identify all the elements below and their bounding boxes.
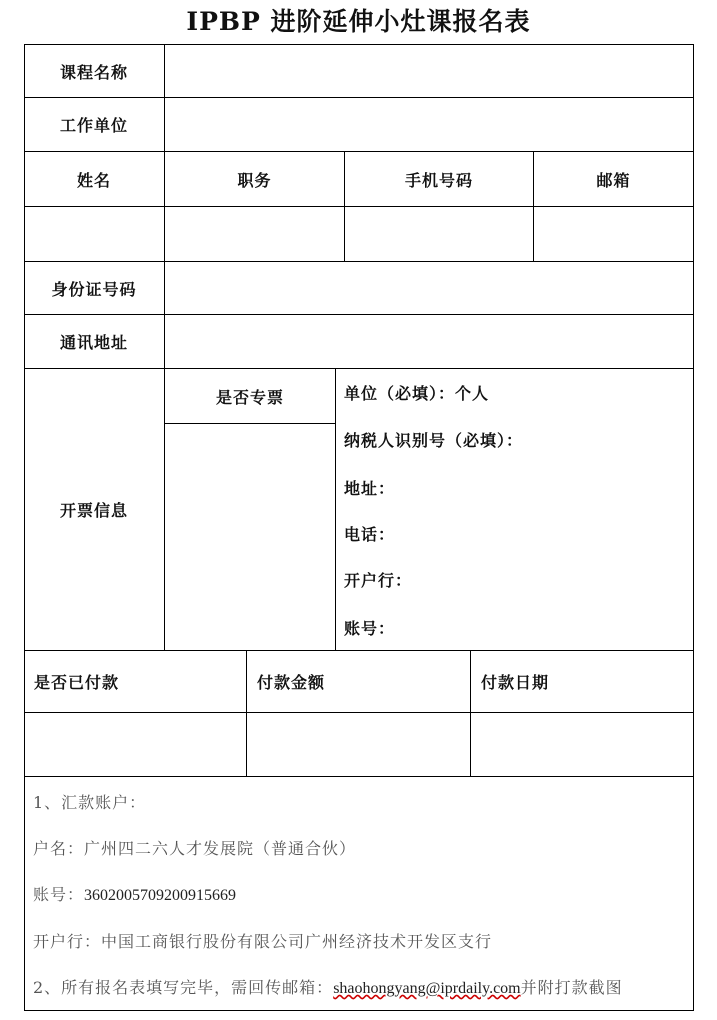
invoice-bank[interactable]: 开户行： xyxy=(344,571,413,590)
email-field[interactable] xyxy=(534,207,693,261)
invoice-info-label: 开票信息 xyxy=(59,501,128,520)
note-account-name: 户名：广州四二六人才发展院（普通合伙） xyxy=(33,839,357,858)
note-account-number xyxy=(33,882,236,905)
submission-email-link[interactable]: shaohongyang@iprdaily.com xyxy=(333,980,521,997)
course-name-label: 课程名称 xyxy=(59,62,128,82)
invoice-address[interactable]: 地址： xyxy=(344,479,396,498)
id-number-field[interactable] xyxy=(165,262,693,314)
special-invoice-label: 是否专票 xyxy=(215,387,284,407)
invoice-unit[interactable]: 单位（必填）：个人 xyxy=(344,384,490,403)
paid-header: 是否已付款 xyxy=(34,673,120,692)
address-field[interactable] xyxy=(165,315,693,368)
special-invoice-field[interactable] xyxy=(165,424,335,650)
course-name-field[interactable] xyxy=(165,45,693,97)
account-number-value: 3602005709200915669 xyxy=(84,887,237,904)
work-unit-label: 工作单位 xyxy=(59,116,128,135)
date-header: 付款日期 xyxy=(481,673,550,692)
note-submission xyxy=(33,975,623,998)
position-field[interactable] xyxy=(165,207,344,261)
invoice-account[interactable]: 账号： xyxy=(344,619,396,638)
email-header: 邮箱 xyxy=(596,170,631,190)
note-remittance-heading: 1、汇款账户： xyxy=(33,793,147,812)
form-title: IPBP 进阶延伸小灶课报名表 xyxy=(186,7,531,36)
amount-field[interactable] xyxy=(247,713,470,776)
id-number-label: 身份证号码 xyxy=(51,279,137,299)
work-unit-field[interactable] xyxy=(165,98,693,151)
date-field[interactable] xyxy=(471,713,693,776)
paid-field[interactable] xyxy=(25,713,246,776)
phone-header: 手机号码 xyxy=(404,170,473,190)
invoice-tax-id[interactable]: 纳税人识别号（必填）： xyxy=(344,431,524,450)
table-border-bottom xyxy=(24,1010,694,1011)
submission-suffix: 并附打款截图 xyxy=(520,978,623,997)
phone-field[interactable] xyxy=(345,207,533,261)
row-divider xyxy=(24,776,694,777)
name-field[interactable] xyxy=(25,207,164,261)
amount-header: 付款金额 xyxy=(257,673,326,692)
note-bank: 开户行：中国工商银行股份有限公司广州经济技术开发区支行 xyxy=(33,932,493,951)
submission-text: 2、所有报名表填写完毕，需回传邮箱： xyxy=(33,978,334,997)
table-border-right xyxy=(693,44,694,1011)
invoice-phone[interactable]: 电话： xyxy=(344,525,396,544)
name-header: 姓名 xyxy=(76,170,111,190)
address-label: 通讯地址 xyxy=(59,333,128,352)
position-header: 职务 xyxy=(237,170,272,190)
account-number-label: 账号： xyxy=(33,885,85,904)
invoice-column-divider xyxy=(335,368,336,651)
